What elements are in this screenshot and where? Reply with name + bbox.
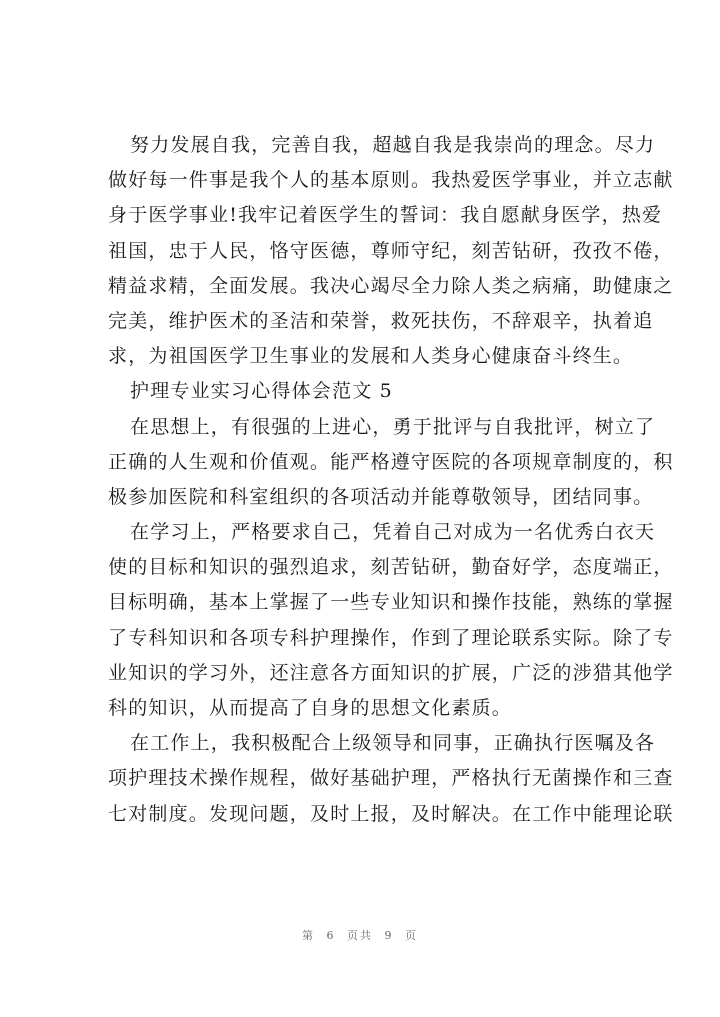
paragraph-line: 在工作上，我积极配合上级领导和同事，正确执行医嘱及各 bbox=[130, 732, 656, 755]
paragraph-line: 精益求精，全面发展。我决心竭尽全力除人类之病痛，助健康之 bbox=[108, 274, 674, 297]
paragraph-line: 使的目标和知识的强烈追求，刻苦钻研，勤奋好学，态度端正， bbox=[108, 556, 674, 579]
paragraph-line: 了专科知识和各项专科护理操作，作到了理论联系实际。除了专 bbox=[108, 626, 674, 649]
paragraph-line: 求，为祖国医学卫生事业的发展和人类身心健康奋斗终生。 bbox=[108, 345, 634, 368]
page-footer bbox=[0, 927, 720, 943]
page-prefix: 第 bbox=[302, 929, 315, 942]
paragraph-line: 正确的人生观和价值观。能严格遵守医院的各项规章制度的，积 bbox=[108, 450, 674, 473]
paragraph-line: 做好每一件事是我个人的基本原则。我热爱医学事业，并立志献 bbox=[108, 169, 674, 192]
paragraph-line: 目标明确，基本上掌握了一些专业知识和操作技能，熟练的掌握 bbox=[108, 591, 674, 614]
paragraph-line: 完美，维护医术的圣洁和荣誉，救死扶伤，不辞艰辛，执着追 bbox=[108, 309, 654, 332]
paragraph-line: 在学习上，严格要求自己，凭着自己对成为一名优秀白衣天 bbox=[130, 521, 656, 544]
page-number: 6 bbox=[326, 929, 336, 942]
paragraph-line: 项护理技术操作规程，做好基础护理，严格执行无菌操作和三查 bbox=[108, 767, 674, 790]
paragraph-line: 祖国，忠于人民，恪守医德，尊师守纪，刻苦钻研，孜孜不倦， bbox=[108, 239, 674, 262]
document-body bbox=[108, 128, 674, 832]
section-heading: 护理专业实习心得体会范文 5 bbox=[130, 380, 393, 403]
page-middle: 页共 bbox=[347, 929, 373, 942]
page-suffix: 页 bbox=[405, 929, 418, 942]
paragraph-line: 七对制度。发现问题，及时上报，及时解决。在工作中能理论联 bbox=[108, 802, 674, 825]
paragraph-line: 努力发展自我，完善自我，超越自我是我崇尚的理念。尽力 bbox=[130, 134, 656, 156]
total-pages: 9 bbox=[384, 929, 394, 942]
paragraph-line: 科的知识，从而提高了自身的思想文化素质。 bbox=[108, 697, 513, 719]
paragraph-line: 业知识的学习外，还注意各方面知识的扩展，广泛的涉猎其他学 bbox=[108, 661, 674, 684]
paragraph-line: 极参加医院和科室组织的各项活动并能尊敬领导，团结同事。 bbox=[108, 485, 654, 508]
paragraph-line: 在思想上，有很强的上进心，勇于批评与自我批评，树立了 bbox=[130, 415, 656, 438]
paragraph-line: 身于医学事业!我牢记着医学生的誓词：我自愿献身医学，热爱 bbox=[108, 204, 663, 227]
